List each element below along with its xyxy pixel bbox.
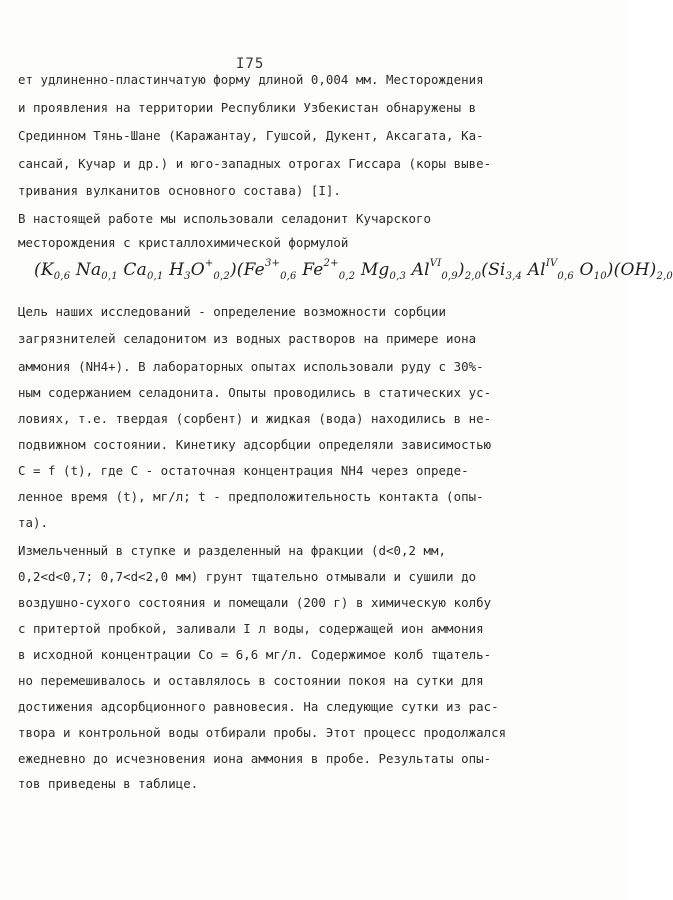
- text-line: ным содержанием селадонита. Опыты проводились в статических ус-: [18, 385, 492, 400]
- text-line: и проявления на территории Республики Узбекистан обнаружены в: [18, 100, 477, 115]
- text-line: месторождения с кристаллохимической формулой: [18, 235, 349, 250]
- text-line: достижения адсорбционного равновесия. На следующие сутки из рас-: [18, 699, 499, 714]
- text-line: но перемешивалось и оставлялось в состоянии покоя на сутки для: [18, 673, 484, 688]
- text-line: ежедневно до исчезновения иона аммония в пробе. Результаты опы-: [18, 751, 492, 766]
- text-line: подвижном состоянии. Кинетику адсорбции определяли зависимостью: [18, 437, 492, 452]
- text-line: Измельченный в ступке и разделенный на фракции (d<0,2 мм,: [18, 543, 447, 558]
- text-line: В настоящей работе мы использовали селадонит Кучарского: [18, 211, 432, 226]
- text-line: ленное время (t), мг/л; t - предположительность контакта (опы-: [18, 489, 484, 504]
- text-line: сансай, Кучар и др.) и юго-западных отрогах Гиссара (коры выве-: [18, 156, 492, 171]
- text-line: тов приведены в таблице.: [18, 776, 199, 791]
- text-line: Цель наших исследований - определение возможности сорбции: [18, 304, 447, 319]
- page-number: I75: [236, 56, 265, 72]
- text-line: ет удлиненно-пластинчатую форму длиной 0,004 мм. Месторождения: [18, 72, 484, 87]
- text-line: воздушно-сухого состояния и помещали (200 г) в химическую колбу: [18, 595, 492, 610]
- text-line: Срединном Тянь-Шане (Каражантау, Гушсой, Дукент, Аксагата, Ка-: [18, 128, 484, 143]
- text-line: с притертой пробкой, заливали I л воды, содержащей ион аммония: [18, 621, 484, 636]
- crystal-chemical-formula: ($K_{0,6}$ $Na_{0,1}$ $Ca_{0,1}$ $H_3O^+_{0,2})(Fe^{3+}_{0,6}$ $Fe^{2+}_{0,2}$ $Mg_{0,3}$ $Al^{VI}_{0,9})_{2,0}(Si_{3,4}$ $Al^{IV}_{0,6}$ $O_{10})(OH)_{2,0}$: [34, 258, 673, 282]
- text-line: в исходной концентрации Со = 6,6 мг/л. Содержимое колб тщатель-: [18, 647, 492, 662]
- text-line: тривания вулканитов основного состава) [I].: [18, 183, 341, 198]
- text-line: та).: [18, 515, 49, 530]
- text-line: твора и контрольной воды отбирали пробы. Этот процесс продолжался: [18, 725, 507, 740]
- text-line: ловиях, т.е. твердая (сорбент) и жидкая (вода) находились в не-: [18, 411, 492, 426]
- text-line: C = f (t), где С - остаточная концентрация NH4 через опреде-: [18, 463, 469, 478]
- text-line: 0,2<d<0,7; 0,7<d<2,0 мм) грунт тщательно отмывали и сушили до: [18, 569, 477, 584]
- text-line: аммония (NH4+). В лабораторных опытах использовали руду с 30%-: [18, 359, 484, 374]
- text-line: загрязнителей селадонитом из водных растворов на примере иона: [18, 331, 477, 346]
